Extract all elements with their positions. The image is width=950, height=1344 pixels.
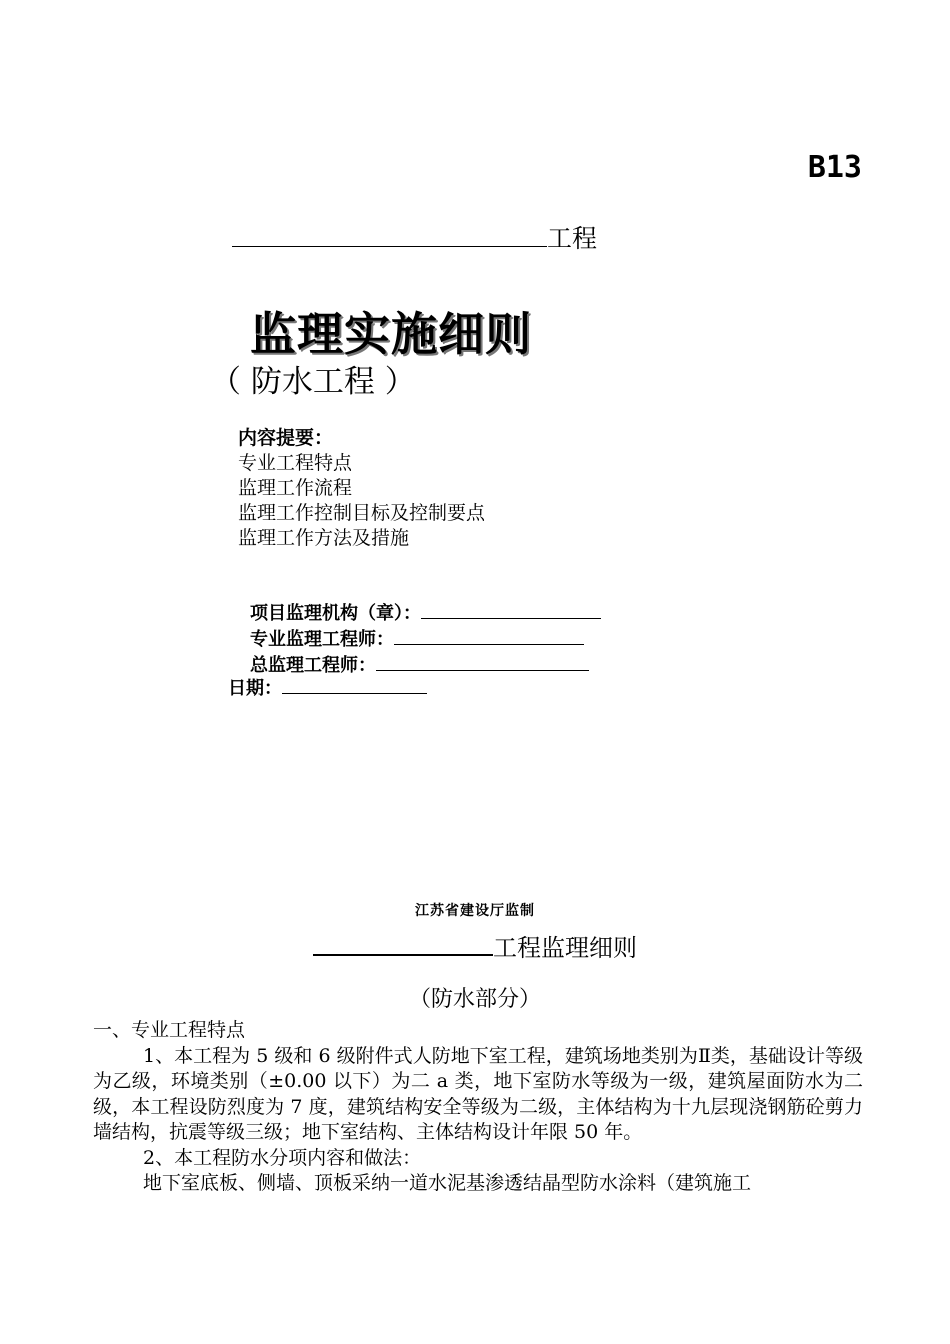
section-heading: 一、专业工程特点 [93, 1019, 246, 1041]
issuer-label: 江苏省建设厅监制 [415, 903, 535, 919]
chief-blank [376, 652, 589, 671]
summary-item: 专业工程特点 [238, 452, 353, 474]
chief-label: 总监理工程师： [250, 655, 376, 676]
document-body [93, 1018, 863, 1197]
project-name-line [232, 218, 597, 255]
document-subtitle: （防水部分） [408, 987, 541, 1012]
document-title-suffix: 工程监理细则 [493, 934, 637, 962]
signature-block [250, 600, 601, 678]
summary-item: 监理工作流程 [238, 477, 353, 499]
org-blank [421, 600, 601, 619]
paragraph: 地下室底板、侧墙、顶板采纳一道水泥基渗透结晶型防水涂料（建筑施工 [143, 1172, 752, 1194]
org-row [250, 600, 601, 626]
engineer-label: 专业监理工程师： [250, 629, 394, 650]
date-label: 日期： [228, 678, 282, 699]
project-suffix: 工程 [547, 224, 598, 253]
document-title [0, 928, 950, 963]
summary-item: 监理工作控制目标及控制要点 [238, 502, 486, 524]
paragraph: 2、本工程防水分项内容和做法： [143, 1146, 422, 1169]
cover-title: 监理实施细则 [250, 307, 532, 361]
document-code: B13 [807, 150, 862, 185]
project-name-blank [232, 218, 547, 247]
date-blank [282, 675, 427, 694]
org-label: 项目监理机构（章）： [250, 603, 421, 624]
cover-subtitle: （ 防水工程 ） [210, 364, 416, 400]
summary-item: 监理工作方法及措施 [238, 527, 410, 549]
engineer-blank [394, 626, 584, 645]
paragraph: 1、本工程为 5 级和 6 级附件式人防地下室工程，建筑场地类别为Ⅱ类，基础设计等级为乙级，环境类别（±0.00 以下）为二 a 类，地下室防水等级为一级，建筑屋面防水为二级，本工程设防烈度为 7 度，建筑结构安全等级为二级，主体结构为十九层现浇钢筋砼剪力墙结构，抗震等级三级；地下室结构、主体结构设计年限 50 年。 [93, 1044, 863, 1143]
document-title-blank [313, 928, 493, 956]
summary-block [238, 426, 485, 551]
summary-heading: 内容提要： [238, 427, 334, 449]
date-row [228, 675, 427, 701]
engineer-row [250, 626, 601, 652]
